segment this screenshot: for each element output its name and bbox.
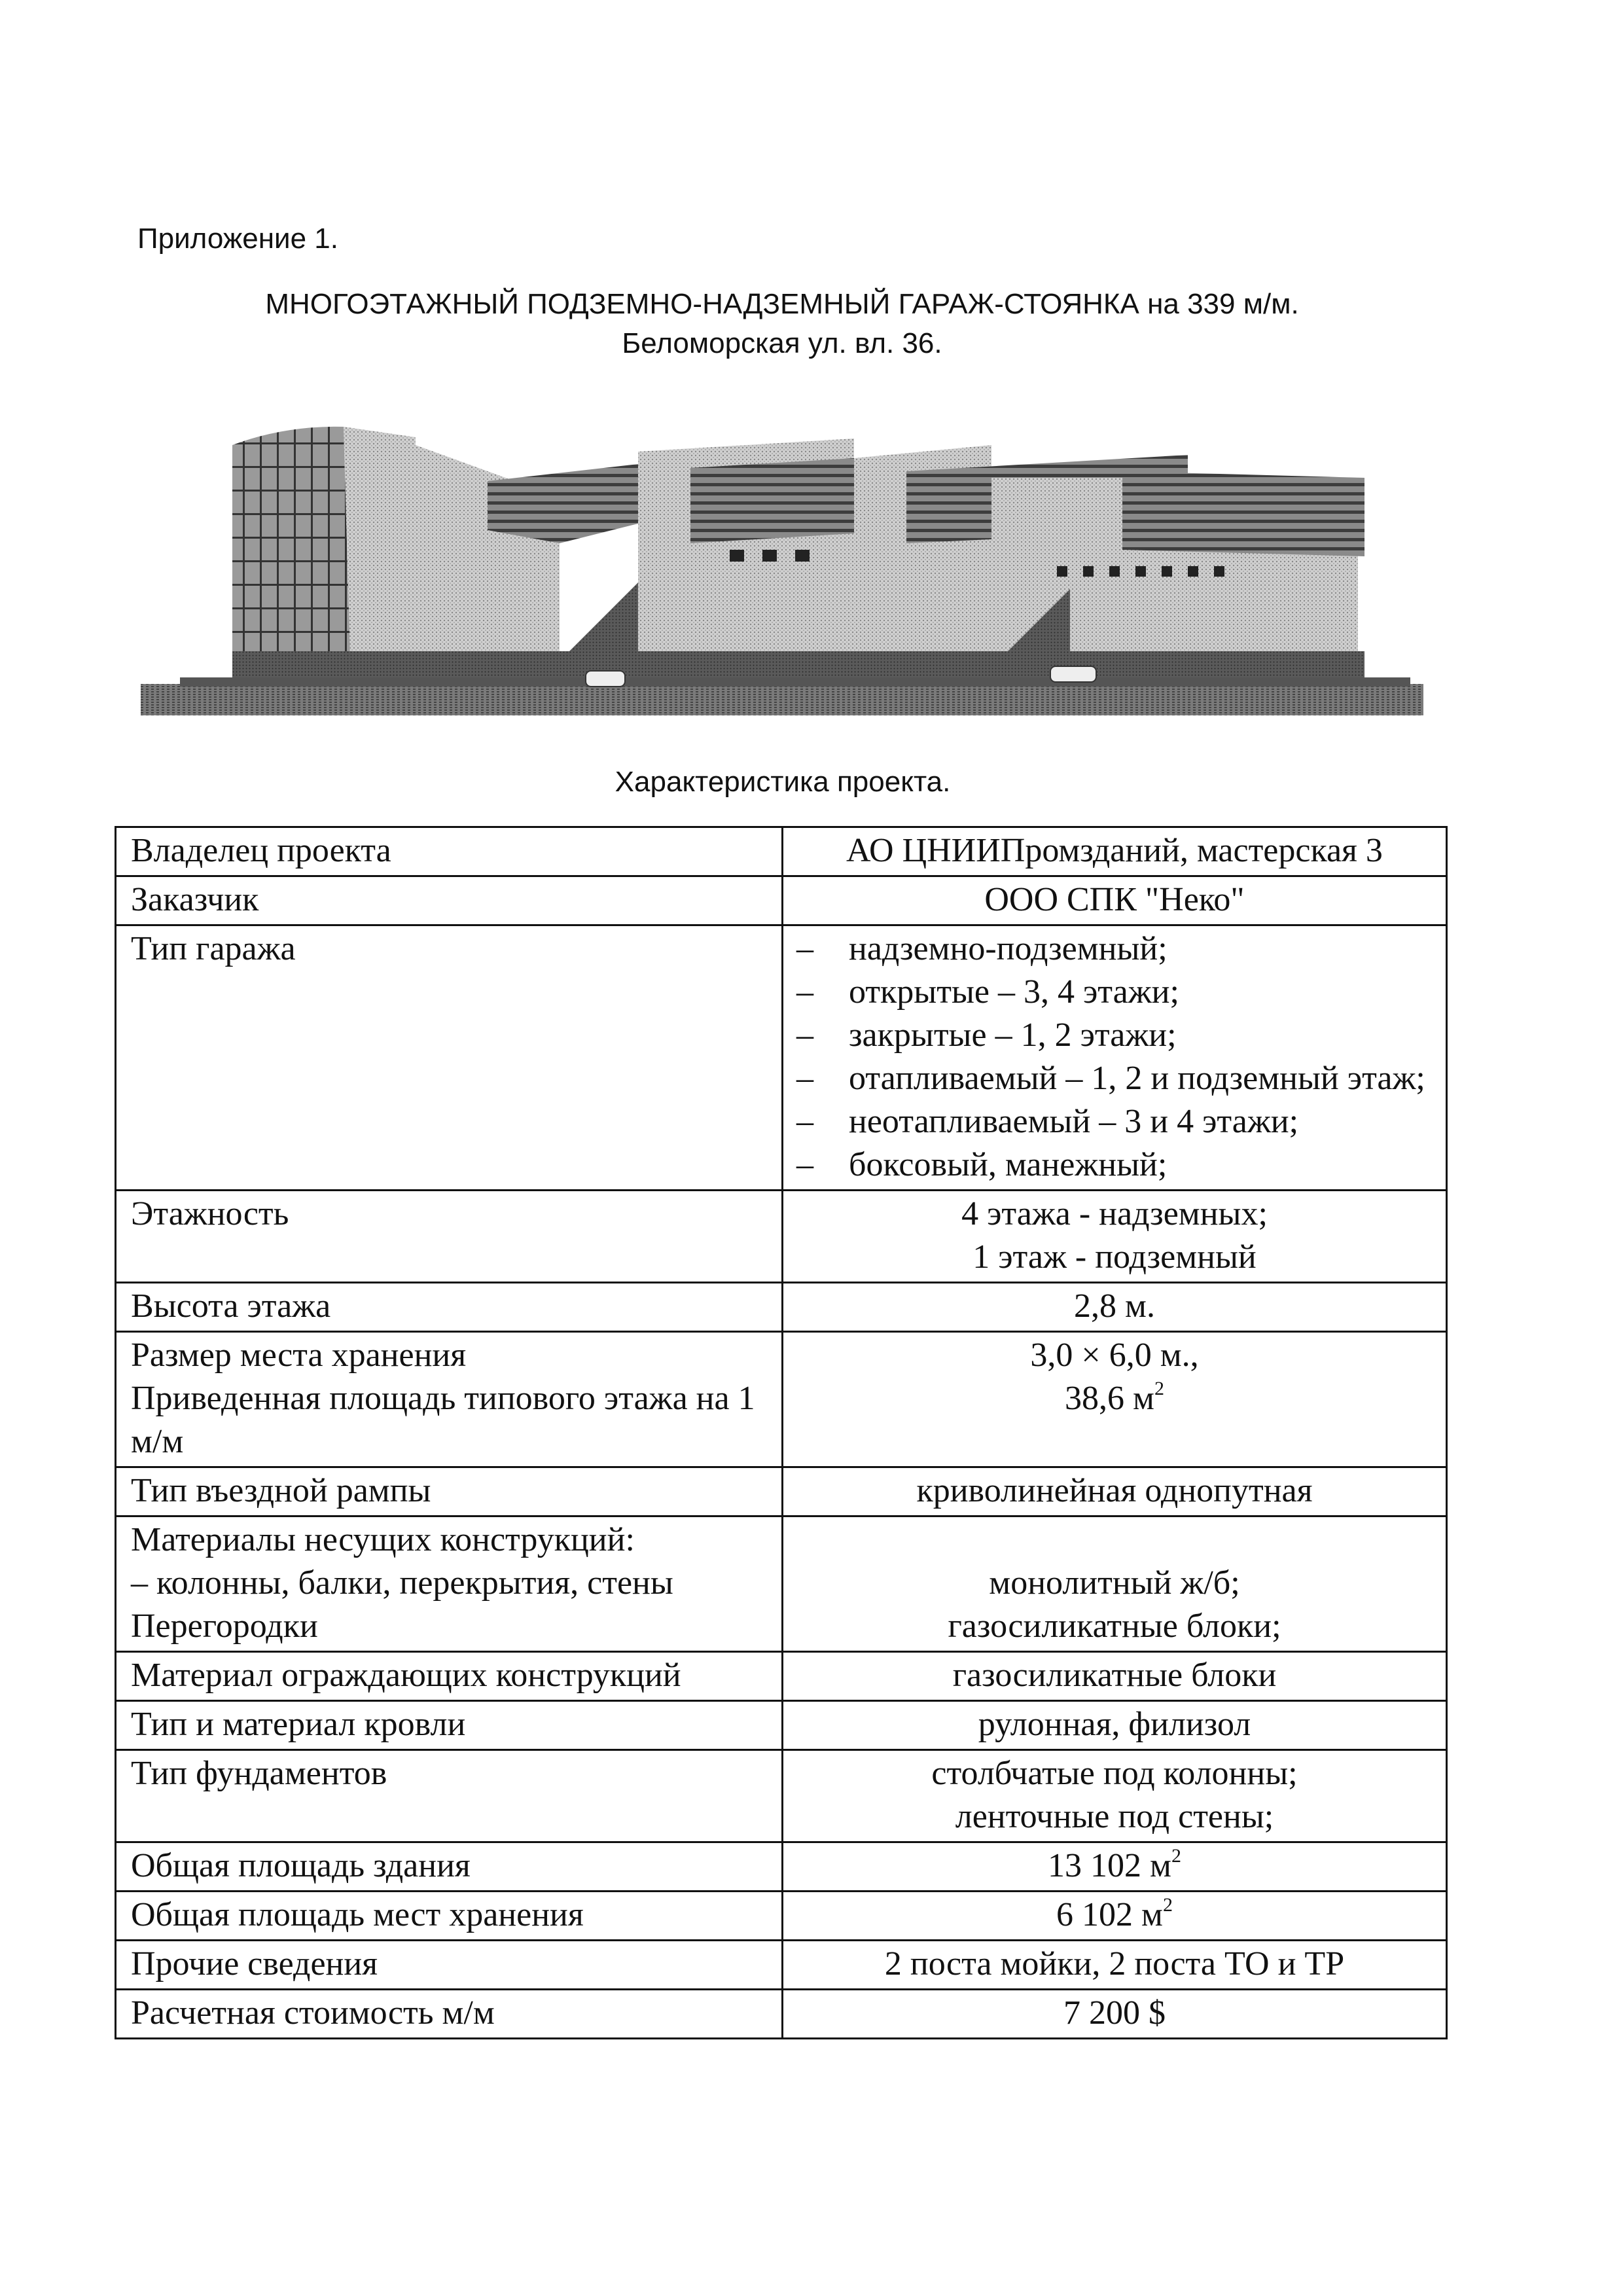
- value-text-content: монолитный ж/б;: [989, 1564, 1240, 1602]
- table-row: [116, 1701, 1447, 1750]
- parameter-text: – колонны, балки, перекрытия, стены: [131, 1564, 673, 1602]
- value-text: [793, 1703, 1436, 1746]
- value-text: [793, 1752, 1436, 1795]
- value-cell: [783, 1516, 1447, 1652]
- table-row: [116, 1283, 1447, 1332]
- parameter-text: Этажность: [131, 1195, 289, 1232]
- value-text-content: рулонная, филизол: [978, 1706, 1251, 1743]
- parameter-cell: [116, 1892, 783, 1941]
- parameter-cell: [116, 876, 783, 925]
- value-cell: [783, 1990, 1447, 2039]
- value-text-content: 7 200 $: [1063, 1994, 1166, 2032]
- building-render-image: [141, 419, 1423, 717]
- table-row: [116, 925, 1447, 1191]
- list-item-text: отапливаемый – 1, 2 и подземный этаж;: [849, 1060, 1425, 1097]
- parameter-text: Тип фундаментов: [131, 1755, 387, 1792]
- value-text-content: [1111, 1521, 1119, 1558]
- parameter-cell: [116, 1652, 783, 1701]
- value-text-content: 4 этажа - надземных;: [961, 1195, 1268, 1232]
- parameter-text: Высота этажа: [131, 1287, 331, 1325]
- parameter-cell: [116, 1516, 783, 1652]
- value-text-content: газосиликатные блоки: [952, 1657, 1277, 1694]
- table-row: [116, 1516, 1447, 1652]
- table-row: [116, 1467, 1447, 1516]
- value-text: [793, 1795, 1436, 1839]
- list-item-text: открытые – 3, 4 этажи;: [849, 973, 1179, 1011]
- value-cell: [783, 1652, 1447, 1701]
- value-text: [793, 1377, 1436, 1420]
- parameter-text: Тип въездной рампы: [131, 1472, 431, 1509]
- value-text: [793, 1562, 1436, 1605]
- parameter-text: Размер места хранения: [131, 1336, 467, 1374]
- parameter-text: Владелец проекта: [131, 832, 391, 869]
- project-characteristics-table: [115, 826, 1448, 2039]
- value-text: [793, 1334, 1436, 1377]
- value-text-content: криволинейная однопутная: [916, 1472, 1313, 1509]
- table-body: [116, 827, 1447, 2039]
- parameter-cell: [116, 925, 783, 1191]
- value-cell: [783, 1941, 1447, 1990]
- value-cell: [783, 925, 1447, 1191]
- parameter-text: Перегородки: [131, 1607, 318, 1645]
- value-text-content: 2,8 м.: [1074, 1287, 1155, 1325]
- parameter-text: Общая площадь здания: [131, 1847, 471, 1884]
- value-text-content: столбчатые под колонны;: [931, 1755, 1298, 1792]
- parameter-cell: [116, 1332, 783, 1467]
- value-cell: [783, 1332, 1447, 1467]
- parameter-text: Тип гаража: [131, 930, 296, 967]
- value-cell: [783, 827, 1447, 876]
- parameter-text: Прочие сведения: [131, 1945, 378, 1982]
- value-text-content: 3,0 × 6,0 м.,: [1030, 1336, 1199, 1374]
- superscript: 2: [1171, 1844, 1181, 1867]
- value-cell: [783, 1701, 1447, 1750]
- table-caption: Характеристика проекта.: [615, 766, 951, 798]
- table-row: [116, 1941, 1447, 1990]
- list-item-text: надземно-подземный;: [849, 930, 1168, 967]
- value-text-content: АО ЦНИИПромзданий, мастерская 3: [846, 832, 1383, 869]
- parameter-cell: [116, 1283, 783, 1332]
- list-item: – открытые – 3, 4 этажи;: [796, 973, 1179, 1011]
- parameter-cell: [116, 827, 783, 876]
- table-row: [116, 1842, 1447, 1892]
- value-cell: [783, 1467, 1447, 1516]
- value-cell: [783, 1191, 1447, 1283]
- parameter-text: Материалы несущих конструкций:: [131, 1521, 635, 1558]
- value-text: [793, 829, 1436, 872]
- document-title: МНОГОЭТАЖНЫЙ ПОДЗЕМНО-НАДЗЕМНЫЙ ГАРАЖ-СТОЯНКА на 339 м/м.: [265, 288, 1299, 320]
- parameter-text: Тип и материал кровли: [131, 1706, 466, 1743]
- value-cell: [783, 1842, 1447, 1892]
- value-text-content: ленточные под стены;: [955, 1798, 1274, 1835]
- value-cell: [783, 1892, 1447, 1941]
- parameter-cell: [116, 1842, 783, 1892]
- document-address: Беломорская ул. вл. 36.: [622, 327, 942, 359]
- parameter-cell: [116, 1990, 783, 2039]
- superscript: 2: [1154, 1377, 1164, 1399]
- value-cell: [783, 1283, 1447, 1332]
- list-item: – надземно-подземный;: [796, 930, 1168, 967]
- table-row: [116, 1750, 1447, 1842]
- value-text-content: 38,6 м: [1065, 1380, 1154, 1417]
- appendix-label: Приложение 1.: [137, 223, 338, 255]
- table-row: [116, 876, 1447, 925]
- parameter-text: Заказчик: [131, 881, 259, 918]
- value-text-content: 13 102 м: [1048, 1847, 1171, 1884]
- parameter-text: Материал ограждающих конструкций: [131, 1657, 681, 1694]
- table-row: [116, 827, 1447, 876]
- value-text: [793, 1469, 1436, 1513]
- list-item: – закрытые – 1, 2 этажи;: [796, 1016, 1177, 1054]
- parameter-text: Расчетная стоимость м/м: [131, 1994, 495, 2032]
- value-text: [793, 1518, 1436, 1562]
- parameter-cell: [116, 1941, 783, 1990]
- list-item: – отапливаемый – 1, 2 и подземный этаж;: [796, 1060, 1425, 1097]
- value-text-content: 1 этаж - подземный: [972, 1238, 1257, 1276]
- value-cell: [783, 876, 1447, 925]
- parameter-text: Приведенная площадь типового этажа на 1 м/м: [131, 1380, 755, 1460]
- value-text: [793, 1844, 1436, 1888]
- value-text: [793, 1605, 1436, 1648]
- value-text-content: 6 102 м: [1056, 1896, 1163, 1933]
- value-text: [793, 1943, 1436, 1986]
- document-title-block: [0, 285, 1564, 363]
- value-text: [793, 1992, 1436, 2035]
- list-item-text: неотапливаемый – 3 и 4 этажи;: [849, 1103, 1299, 1140]
- table-row: [116, 1892, 1447, 1941]
- parameter-text: Общая площадь мест хранения: [131, 1896, 584, 1933]
- list-item-text: боксовый, манежный;: [849, 1146, 1168, 1183]
- superscript: 2: [1162, 1893, 1173, 1916]
- value-cell: [783, 1750, 1447, 1842]
- list-item-text: закрытые – 1, 2 этажи;: [849, 1016, 1177, 1054]
- value-text: [793, 1654, 1436, 1697]
- value-text-content: ООО СПК "Неко": [984, 881, 1245, 918]
- table-row: [116, 1191, 1447, 1283]
- value-text-content: 2 поста мойки, 2 поста ТО и ТР: [884, 1945, 1345, 1982]
- list-item: – боксовый, манежный;: [796, 1146, 1168, 1183]
- parameter-cell: [116, 1701, 783, 1750]
- value-text: [793, 878, 1436, 922]
- table-row: [116, 1990, 1447, 2039]
- value-text: [793, 1193, 1436, 1236]
- parameter-cell: [116, 1467, 783, 1516]
- value-text: [793, 1236, 1436, 1279]
- value-text: [793, 1285, 1436, 1328]
- parameter-cell: [116, 1191, 783, 1283]
- table-row: [116, 1652, 1447, 1701]
- value-text-content: газосиликатные блоки;: [948, 1607, 1281, 1645]
- parameter-cell: [116, 1750, 783, 1842]
- list-item: – неотапливаемый – 3 и 4 этажи;: [796, 1103, 1299, 1140]
- table-row: [116, 1332, 1447, 1467]
- value-text: [793, 1893, 1436, 1937]
